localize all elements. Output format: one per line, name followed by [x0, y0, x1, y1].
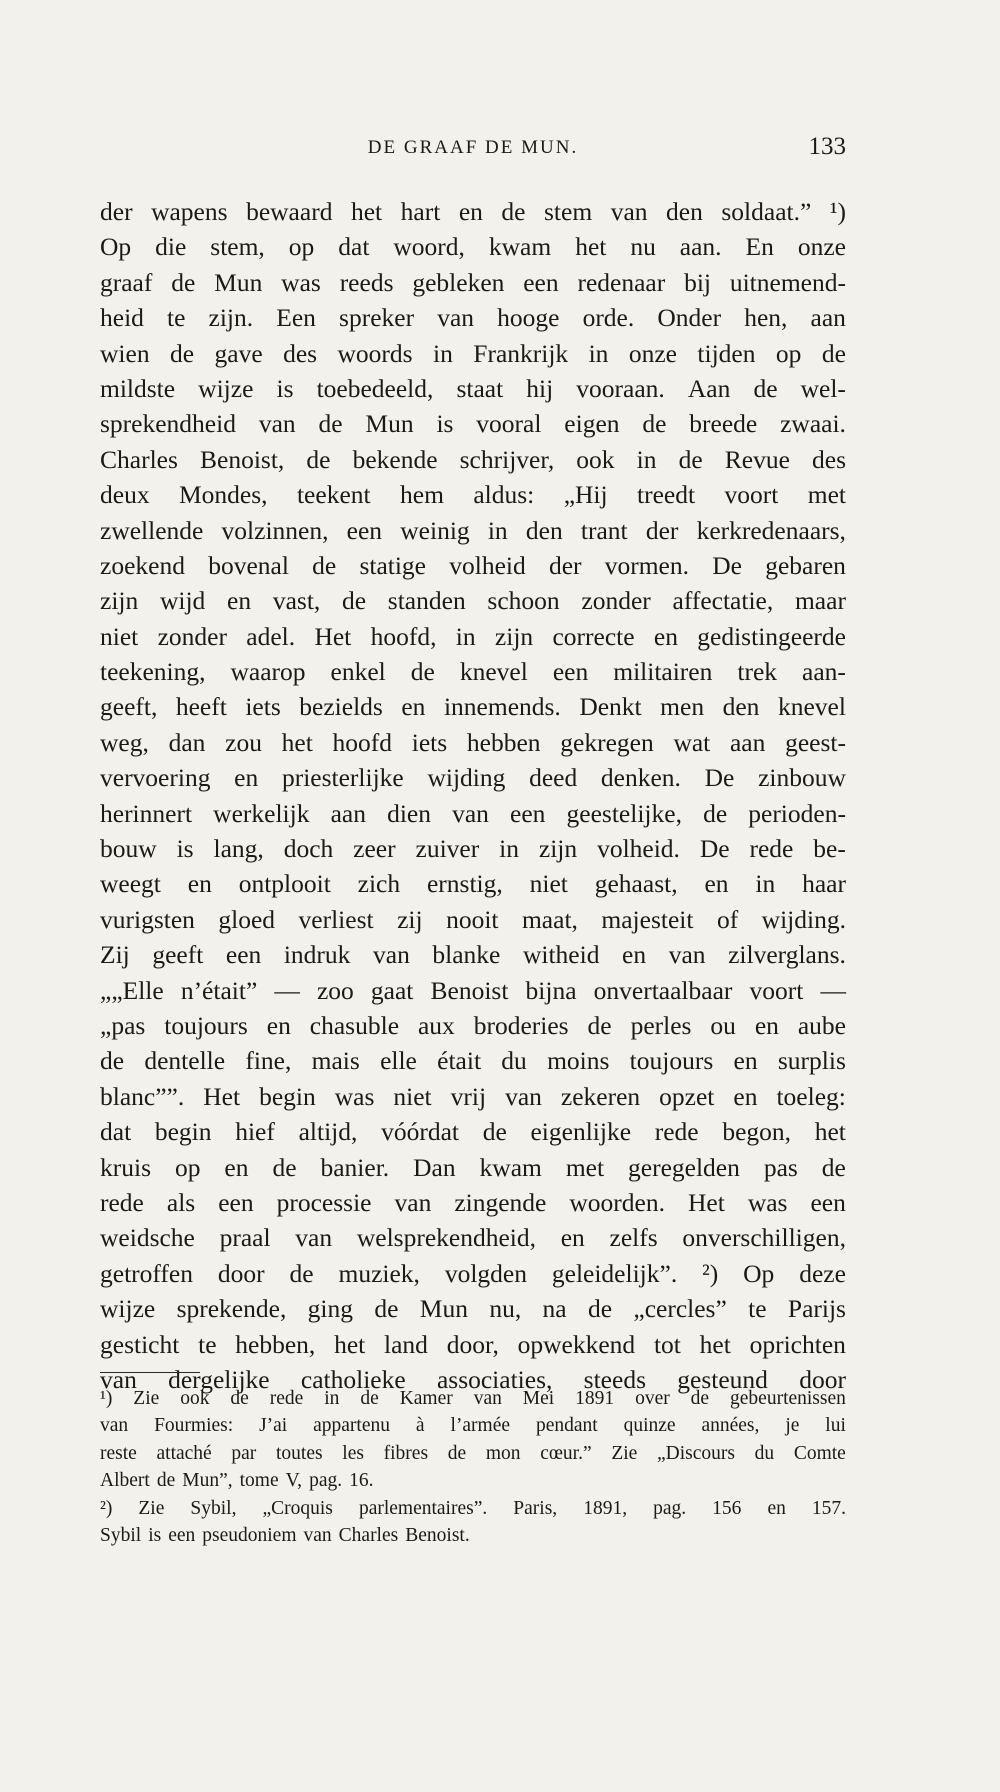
text-line: gesticht te hebben, het land door, opwekkend tot het oprichten [100, 1329, 846, 1359]
text-line: „„Elle n’était” — zoo gaat Benoist bijna onvertaalbaar voort — [100, 975, 846, 1005]
text-line: wien de gave des woords in Frankrijk in onze tijden op de [100, 338, 846, 368]
text-line: niet zonder adel. Het hoofd, in zijn correcte en gedistingeerde [100, 621, 846, 651]
text-line: heid te zijn. Een spreker van hooge orde. Onder hen, aan [100, 303, 846, 333]
footnote-line: Albert de Mun”, tome V, pag. 16. [100, 1470, 374, 1492]
text-line: mildste wijze is toebedeeld, staat hij vooraan. Aan de wel- [100, 373, 846, 403]
text-line: zwellende volzinnen, een weinig in den trant der kerkredenaars, [100, 515, 846, 545]
text-line: weidsche praal van welsprekendheid, en zelfs onverschilligen, [100, 1223, 846, 1253]
footnote-line: van Fourmies: J’ai appartenu à l’armée pendant quinze années, je lui [100, 1415, 846, 1437]
text-line: sprekendheid van de Mun is vooral eigen de breede zwaai. [100, 409, 846, 439]
text-line: kruis op en de banier. Dan kwam met geregelden pas de [100, 1152, 846, 1182]
text-line: „pas toujours en chasuble aux broderies de perles ou en aube [100, 1010, 846, 1040]
text-line: deux Mondes, teekent hem aldus: „Hij treedt voort met [100, 480, 846, 510]
page-number: 133 [808, 133, 846, 160]
text-line: de dentelle fine, mais elle était du moins toujours en surplis [100, 1046, 846, 1076]
text-line: der wapens bewaard het hart en de stem van den soldaat.” ¹) [100, 197, 846, 226]
footnote-line: ¹) Zie ook de rede in de Kamer van Mei 1891 over de gebeurtenissen [100, 1388, 846, 1409]
footnotes [100, 1385, 846, 1549]
text-line: van dergelijke catholieke associaties, steeds gesteund door [100, 1364, 846, 1394]
text-line: bouw is lang, doch zeer zuiver in zijn volheid. De rede be- [100, 834, 846, 864]
text-line: Charles Benoist, de bekende schrijver, ook in de Revue des [100, 444, 846, 474]
body-text [100, 194, 846, 1397]
text-line: teekening, waarop enkel de knevel een militairen trek aan- [100, 657, 846, 687]
footnote-line: Sybil is een pseudoniem van Charles Benoist. [100, 1524, 470, 1546]
footnote-line: reste attaché par toutes les fibres de mon cœur.” Zie „Discours du Comte [100, 1442, 846, 1464]
text-line: vervoering en priesterlijke wijding deed denken. De zinbouw [100, 763, 846, 793]
text-line: Op die stem, op dat woord, kwam het nu aan. En onze [100, 232, 846, 262]
text-line: herinnert werkelijk aan dien van een geestelijke, de perioden- [100, 798, 846, 828]
footnote-separator [100, 1372, 200, 1373]
footnote-line: ²) Zie Sybil, „Croquis parlementaires”. Paris, 1891, pag. 156 en 157. [100, 1497, 846, 1519]
text-line: zijn wijd en vast, de standen schoon zonder affectatie, maar [100, 586, 846, 616]
text-line: getroffen door de muziek, volgden geleidelijk”. ²) Op deze [100, 1258, 846, 1288]
text-line: Zij geeft een indruk van blanke witheid en van zilverglans. [100, 940, 846, 970]
text-line: zoekend bovenal de statige volheid der vormen. De gebaren [100, 550, 846, 580]
text-line: rede als een processie van zingende woorden. Het was een [100, 1187, 846, 1217]
text-line: wijze sprekende, ging de Mun nu, na de „cercles” te Parijs [100, 1294, 846, 1324]
text-line: weegt en ontplooit zich ernstig, niet gehaast, en in haar [100, 869, 846, 899]
text-line: weg, dan zou het hoofd iets hebben gekregen wat aan geest- [100, 727, 846, 757]
running-title: DE GRAAF DE MUN. [367, 137, 579, 158]
text-line: blanc””. Het begin was niet vrij van zekeren opzet en toeleg: [100, 1081, 846, 1111]
text-line: vurigsten gloed verliest zij nooit maat, majesteit of wijding. [100, 904, 846, 934]
text-line: dat begin hief altijd, vóórdat de eigenlijke rede begon, het [100, 1117, 846, 1147]
text-line: geeft, heeft iets bezields en innemends. Denkt men den knevel [100, 692, 846, 722]
text-line: graaf de Mun was reeds gebleken een redenaar bij uitnemend- [100, 267, 846, 297]
running-head [100, 133, 846, 165]
